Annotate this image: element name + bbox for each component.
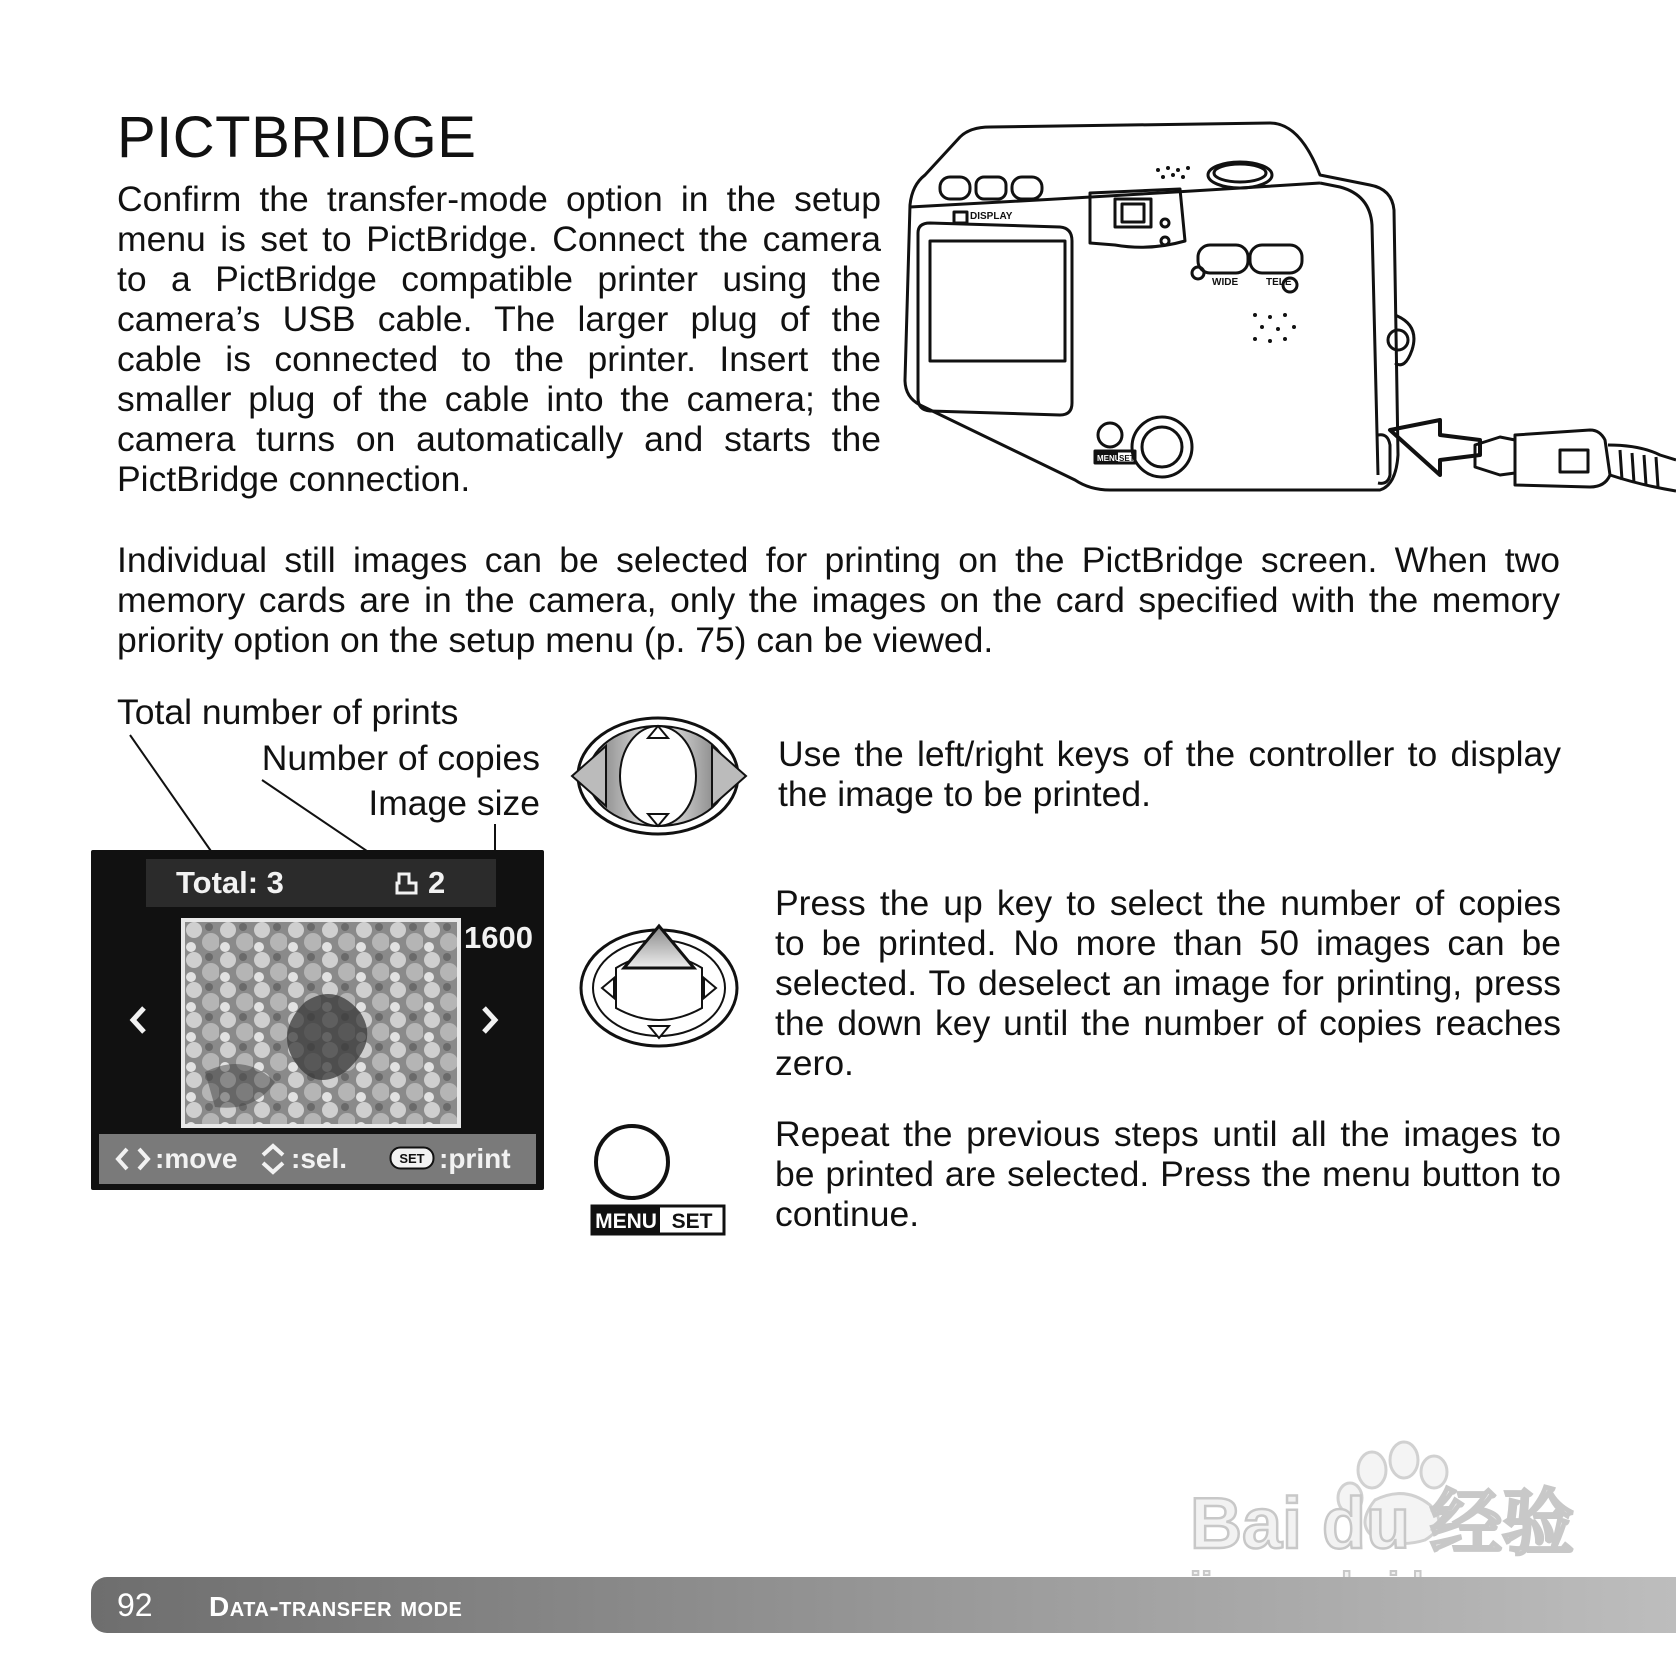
- page-footer: [91, 1577, 1676, 1633]
- print-copies-icon: [394, 872, 420, 896]
- camera-menu-label: MENU: [1097, 454, 1121, 463]
- watermark-logo: Bai du 经验: [1190, 1484, 1575, 1564]
- controller-up-icon: [576, 922, 742, 1052]
- help-select: :sel.: [291, 1143, 348, 1174]
- callout-leader-lines: [0, 0, 560, 950]
- help-move: :move: [155, 1143, 238, 1174]
- up-down-keys-icon: [259, 1142, 287, 1176]
- callout-copies: Number of copies: [261, 738, 540, 778]
- set-badge-text: SET: [399, 1151, 425, 1166]
- step-menu-text: Repeat the previous steps until all the images to be printed are selected. Press the menu button to continue.: [775, 1114, 1561, 1234]
- camera-display-label: DISPLAY: [970, 211, 1013, 222]
- controller-left-right-icon: [570, 712, 750, 842]
- pictbridge-screen: [91, 850, 544, 1190]
- screen-right-arrow-icon: [479, 1005, 499, 1035]
- section-title: Data-transfer mode: [209, 1591, 463, 1622]
- camera-illustration: [900, 115, 1676, 525]
- camera-set-label: SET: [1119, 454, 1135, 463]
- selection-paragraph: Individual still images can be selected for printing on the PictBridge screen. When two memory cards are in the camera, only the images on the card specified with the memory priority option on the setup menu (p. 75) can be viewed.: [117, 540, 1560, 660]
- screen-total: Total: 3: [176, 865, 284, 900]
- page-title: PICTBRIDGE: [117, 105, 477, 170]
- camera-wide-label: WIDE: [1212, 277, 1239, 288]
- camera-tele-label: TELE: [1266, 277, 1292, 288]
- screen-top-bar: [146, 859, 496, 907]
- help-print: :print: [439, 1143, 511, 1174]
- page-number: 92: [117, 1587, 153, 1623]
- flower-photo: [185, 922, 457, 1124]
- image-thumbnail: [181, 918, 461, 1128]
- screen-image-size: 1600: [464, 920, 533, 955]
- set-label: SET: [671, 1210, 713, 1233]
- menu-button-icon: [590, 1122, 730, 1236]
- step-left-right-text: Use the left/right keys of the controller to display the image to be printed.: [778, 734, 1561, 814]
- step-up-key-text: Press the up key to select the number of copies to be printed. No more than 50 images can be selected. To deselect an image for printing, press the down key until the number of copies reaches zero.: [775, 883, 1561, 1083]
- screen-help-bar: [99, 1134, 536, 1184]
- intro-paragraph: Confirm the transfer-mode option in the setup menu is set to PictBridge. Connect the camera to a PictBridge compatible printer using the camera’s USB cable. The larger plug of the cable is connected to the printer. Insert the smaller plug of the cable into the camera; the camera turns on automatically and starts the PictBridge connection.: [117, 179, 881, 499]
- menu-label: MENU: [595, 1210, 657, 1233]
- screen-copies: 2: [428, 865, 446, 900]
- callout-image-size: Image size: [368, 783, 540, 823]
- set-badge-icon: [389, 1146, 435, 1170]
- left-right-keys-icon: [115, 1145, 151, 1173]
- callout-total-prints: Total number of prints: [117, 692, 459, 732]
- screen-left-arrow-icon: [129, 1005, 149, 1035]
